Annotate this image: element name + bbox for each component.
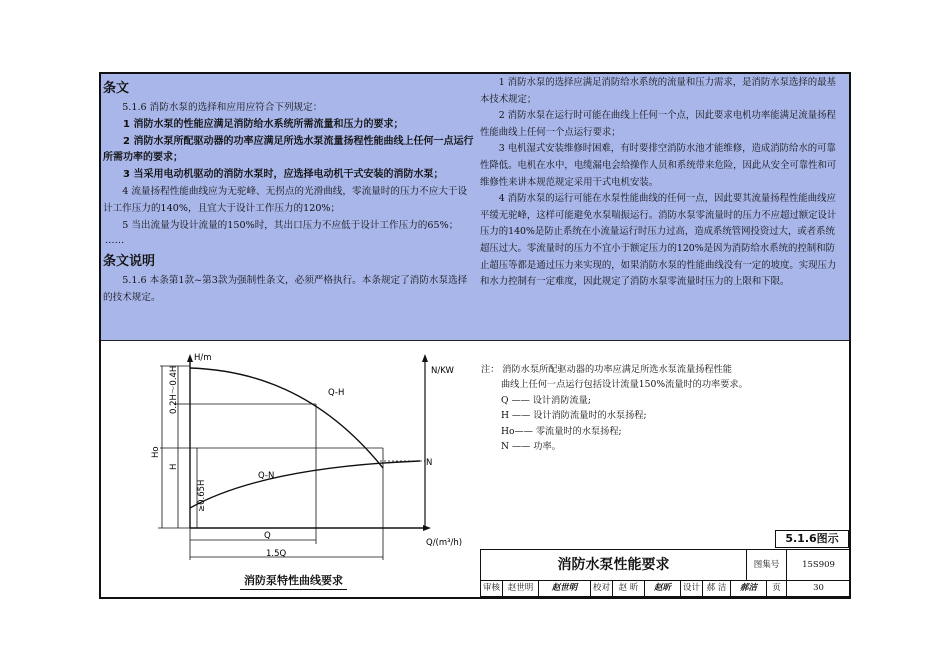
x-axis-arrow <box>423 525 431 531</box>
label-q-n: Q-N <box>258 471 275 481</box>
drawing-title: 消防水泵性能要求 <box>481 550 747 581</box>
label-h-m: H/m <box>194 353 212 363</box>
explanation-heading: 条文说明 <box>103 254 156 270</box>
design-label: 设计 <box>681 581 703 597</box>
note-line-6: N —— 功率。 <box>501 441 561 453</box>
provision-item-1: 1 消防水泵的性能应满足消防给水系统所需流量和压力的要求； <box>123 118 404 130</box>
label-ho: Ho <box>151 446 161 458</box>
label-065h: ≥0.65H <box>197 479 207 512</box>
figure-caption: 消防泵特性曲线要求 <box>240 572 347 590</box>
provision-item-4: 4 流量扬程性能曲线应为无驼峰、无拐点的光滑曲线，零流量时的压力不应大于设计工作压力的140%，且宜大于设计工作压力的120%； <box>103 185 468 214</box>
label-q: Q <box>264 531 271 541</box>
provisions-ellipsis: …… <box>105 235 125 247</box>
checker-signature: 赵昕 <box>645 581 681 597</box>
label-n-kw: N/KW <box>431 366 454 376</box>
label-range: 0.2H～0.4H <box>169 365 179 414</box>
label-q-h: Q-H <box>328 388 345 398</box>
explanation-para-4: 4 消防水泵的运行可能在水泵性能曲线的任何一点，因此要其流量扬程性能曲线应平缓无驼峰，这样可能避免水泵喘振运行。消防水泵零流量时的压力不应超过额定设计压力的140%是防止系统在小流量运行时压力过高，造成系统管网投资过大，或者系统超压过大。零流量时的压力不宜小于额定压力的120%是因为消防给水系统的控制和防止超压等都是通过压力来实现的，如果消防水泵的性能曲线没有一定的坡度。实现压力和水力控制有一定难度，因此规定了消防水泵零流量时压力的上限和下限。 <box>480 193 837 288</box>
provision-item-3: 3 当采用电动机驱动的消防水泵时，应选择电动机干式安装的消防水泵； <box>123 169 444 181</box>
explanation-para-2: 2 消防水泵在运行时可能在曲线上任何一个点，因此要求电机功率能满足流量扬程性能曲线上任何一个点运行要求； <box>480 110 836 138</box>
designer-signature: 郝洁 <box>731 581 767 597</box>
q-h-curve <box>190 368 383 468</box>
note-line-3: Q —— 设计消防流量; <box>501 394 591 406</box>
explanation-text: 5.1.6 本条第1款~第3款为强制性条文，必须严格执行。本条规定了消防水泵选择的技术规定。 <box>103 275 468 304</box>
check-label: 校对 <box>591 581 613 597</box>
atlas-label: 图集号 <box>747 550 787 581</box>
label-h: H <box>169 463 179 470</box>
q-n-curve <box>190 461 420 508</box>
provisions-heading: 条文 <box>103 81 130 96</box>
designer-name: 郝 洁 <box>703 581 731 597</box>
provisions-intro: 5.1.6 消防水泵的选择和应用应符合下列规定： <box>122 102 323 113</box>
note-line-4: H —— 设计消防流量时的水泵扬程; <box>501 410 647 422</box>
label-n: N <box>426 458 433 468</box>
atlas-number: 15S909 <box>787 550 850 581</box>
n-axis-arrow <box>422 354 428 362</box>
reviewer-signature: 赵世明 <box>539 581 591 597</box>
note-line-5: Ho—— 零流量时的水泵扬程; <box>501 425 622 437</box>
reviewer-name: 赵世明 <box>503 581 539 597</box>
checker-name: 赵 昕 <box>613 581 645 597</box>
page-number: 30 <box>787 581 850 597</box>
provision-item-5: 5 当出流量为设计流量的150%时，其出口压力不应低于设计工作压力的65%； <box>122 219 459 231</box>
provision-item-2: 2 消防水泵所配驱动器的功率应满足所选水泵流量扬程性能曲线上任何一点运行所需功率的要求； <box>103 135 474 164</box>
explanation-para-1: 1 消防水泵的选择应满足消防给水系统的流量和压力需求，是消防水泵选择的最基本技术规定； <box>480 77 836 105</box>
label-x-axis: Q/(m³/h) <box>426 538 463 548</box>
label-15q: 1.5Q <box>266 549 287 559</box>
figure-notes <box>481 362 811 454</box>
figure-number: 5.1.6图示 <box>775 530 849 548</box>
title-block <box>480 549 849 597</box>
review-label: 审核 <box>481 581 503 597</box>
note-line-1: 注： 消防水泵所配驱动器的功率应满足所选水泵流量扬程性能 <box>481 364 732 375</box>
note-line-2: 曲线上任何一点运行包括设计流量150%流量时的功率要求。 <box>501 379 748 391</box>
page-label: 页 <box>767 581 787 597</box>
explanation-para-3: 3 电机湿式安装维修时困难，有时要排空消防水池才能维修，造成消防给水的可靠性降低。电机在水中，电缆漏电会给操作人员和系统带来危险，因此从安全可靠性和可维修性来讲本规范规定采用干式电机安装。 <box>480 143 837 188</box>
y-axis-arrow <box>187 354 193 362</box>
